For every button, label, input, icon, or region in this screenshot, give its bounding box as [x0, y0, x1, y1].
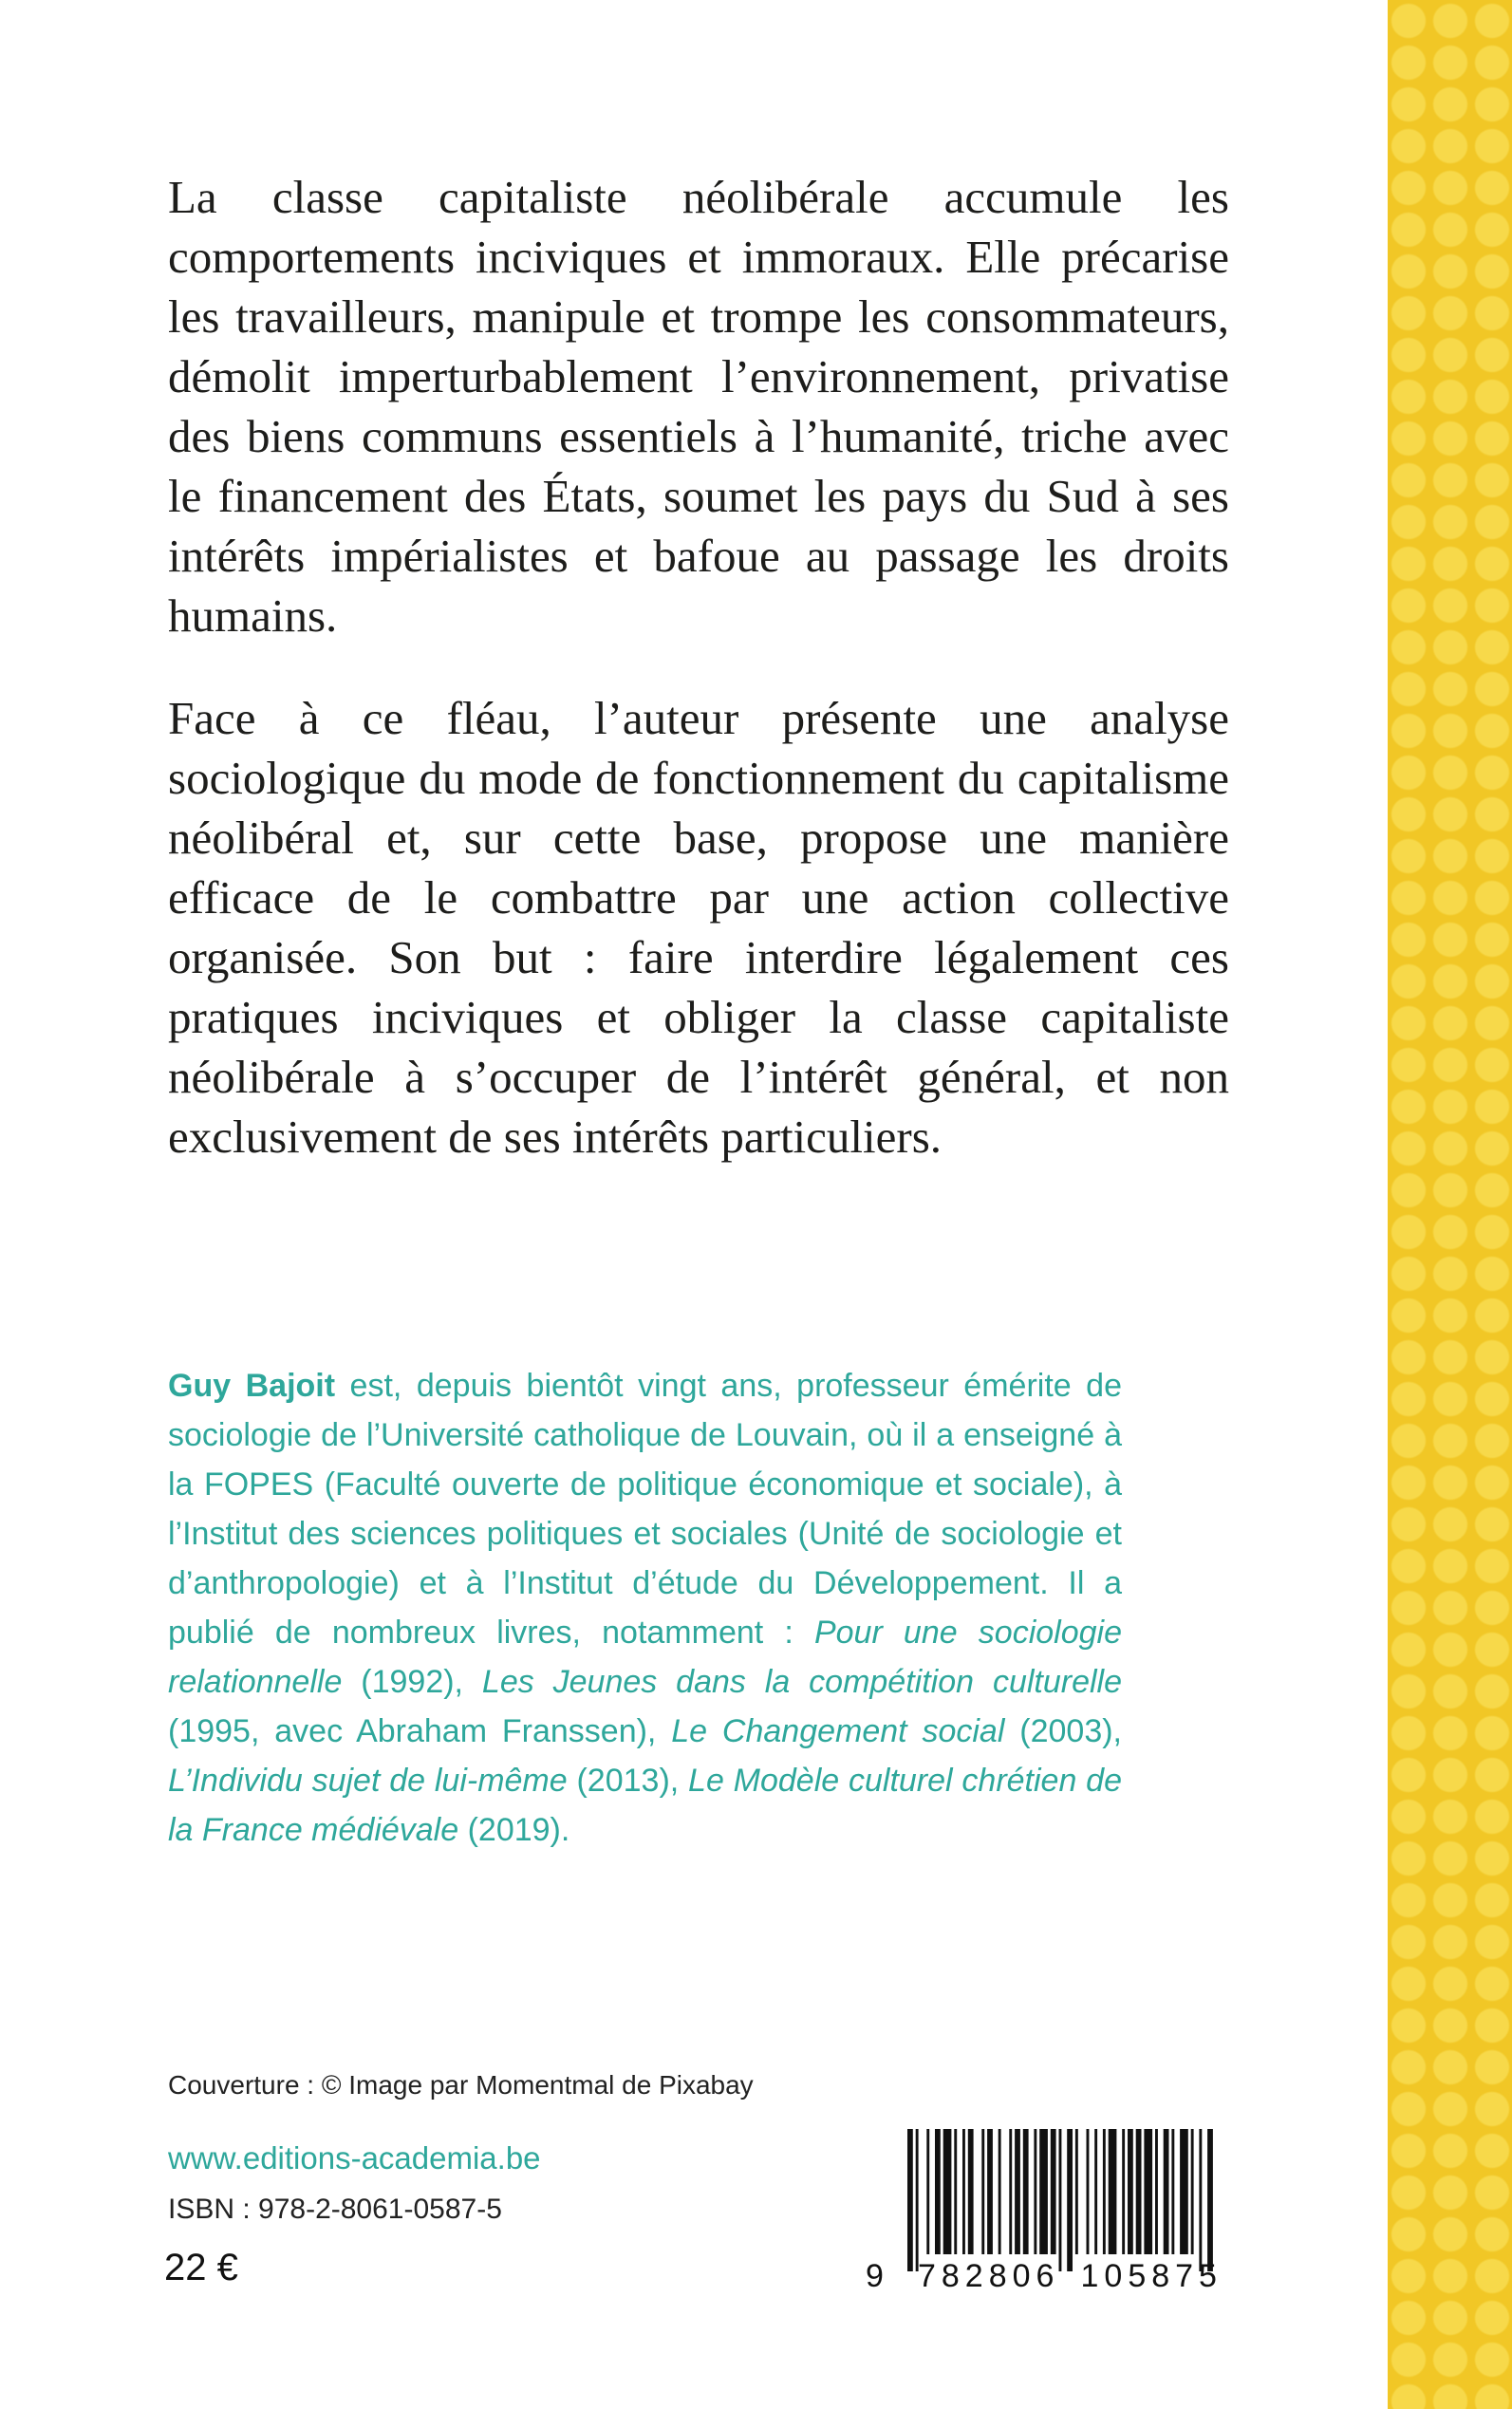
- book-title: Le Changement social: [671, 1713, 1005, 1749]
- barcode-left-group: 782806: [917, 2258, 1060, 2294]
- author-bio: [168, 1361, 1122, 1855]
- barcode-bar: [907, 2129, 913, 2271]
- barcode-bar: [1023, 2129, 1029, 2254]
- barcode-bar: [1009, 2129, 1012, 2254]
- barcode-bar: [962, 2129, 965, 2254]
- decorative-yellow-stripe: [1388, 0, 1512, 2409]
- barcode-bar: [1136, 2129, 1142, 2254]
- barcode-bar: [1155, 2129, 1158, 2254]
- barcode-bar: [1207, 2129, 1213, 2271]
- barcode-bar: [999, 2129, 1001, 2254]
- book-title: Pour une sociologie relationnelle: [168, 1615, 1122, 1700]
- barcode-lead-digit: 9: [866, 2258, 884, 2294]
- barcode-bar: [1180, 2129, 1188, 2254]
- book-title: L’Individu sujet de lui-même: [168, 1763, 568, 1799]
- bio-text: (2003),: [1004, 1713, 1122, 1749]
- bio-text: (2013),: [567, 1763, 689, 1799]
- isbn-number: ISBN : 978-2-8061-0587-5: [168, 2194, 502, 2225]
- barcode-bar: [1109, 2129, 1117, 2254]
- barcode-bar: [1015, 2129, 1020, 2254]
- barcode-bar: [1199, 2129, 1202, 2271]
- barcode-bar: [1128, 2129, 1133, 2254]
- barcode-bar: [1191, 2129, 1194, 2254]
- barcode-bar: [1171, 2129, 1174, 2254]
- blurb-paragraph-1: La classe capitaliste néolibérale accumule les comportements inciviques et immoraux. Elle précarise les travailleurs, manipule et trompe les consommateurs, démolit imperturbablement l’environnement, privatise des biens communs essentiels à l’humanité, triche avec le financement des États, soumet les pays du Sud à ses intérêts impérialistes et bafoue au passage les droits humains.: [168, 171, 1229, 642]
- barcode-bar: [954, 2129, 957, 2254]
- barcode-bar: [1067, 2129, 1073, 2271]
- bio-text: (1992),: [342, 1664, 482, 1700]
- barcode-bar: [1075, 2129, 1078, 2254]
- barcode-bar: [981, 2129, 984, 2254]
- book-title: Le Modèle culturel chrétien de la France médiévale: [168, 1763, 1123, 1848]
- barcode-bar: [916, 2129, 919, 2271]
- bio-text: (1995, avec Abraham Franssen),: [168, 1713, 672, 1749]
- barcode-bar: [926, 2129, 929, 2254]
- barcode-digits: [866, 2257, 1223, 2295]
- barcode-right-group: 105875: [1080, 2258, 1223, 2294]
- barcode-bar: [1122, 2129, 1125, 2254]
- barcode-bar: [1051, 2129, 1056, 2254]
- author-name: Guy Bajoit: [168, 1368, 336, 1404]
- barcode-bar: [1094, 2129, 1097, 2254]
- cover-credit: Couverture : © Image par Momentmal de Pixabay: [168, 2070, 754, 2100]
- book-title: Les Jeunes dans la compétition culturelle: [481, 1664, 1123, 1700]
- barcode-bar: [1144, 2129, 1152, 2254]
- bio-text: est, depuis bientôt vingt ans, professeur émérite de sociologie de l’Université catholique de Louvain, où il a enseigné à la FOPES (Faculté ouverte de politique économique et sociale), à l’Institut des sciences politiques et sociales (Unité de sociologie et d’anthropologie) et à l’Institut d’étude du Développement. Il a publié de nombreux livres, notamment :: [168, 1368, 1122, 1651]
- barcode-bar: [943, 2129, 952, 2254]
- barcode-bar: [968, 2129, 974, 2254]
- barcode-bar: [1034, 2129, 1036, 2254]
- barcode-bar: [1103, 2129, 1106, 2254]
- barcode-bar: [1059, 2129, 1062, 2271]
- barcode-bar: [1164, 2129, 1169, 2254]
- blurb-paragraph-2: Face à ce fléau, l’auteur présente une analyse sociologique du mode de fonctionnement du capitalisme néolibéral et, sur cette base, propose une manière efficace de le combattre par une action collective organisée. Son but : faire interdire légalement ces pratiques inciviques et obliger la classe capitaliste néolibérale à s’occuper de l’intérêt général, et non exclusivement de ses intérêts particuliers.: [168, 692, 1229, 1163]
- barcode-bar: [935, 2129, 941, 2254]
- price: 22 €: [164, 2247, 238, 2288]
- barcode-bar: [987, 2129, 993, 2254]
- publisher-website-link[interactable]: www.editions-academia.be: [168, 2140, 541, 2176]
- bio-text: (2019).: [458, 1812, 570, 1848]
- barcode-bar: [1087, 2129, 1090, 2254]
- barcode-bar: [1039, 2129, 1048, 2254]
